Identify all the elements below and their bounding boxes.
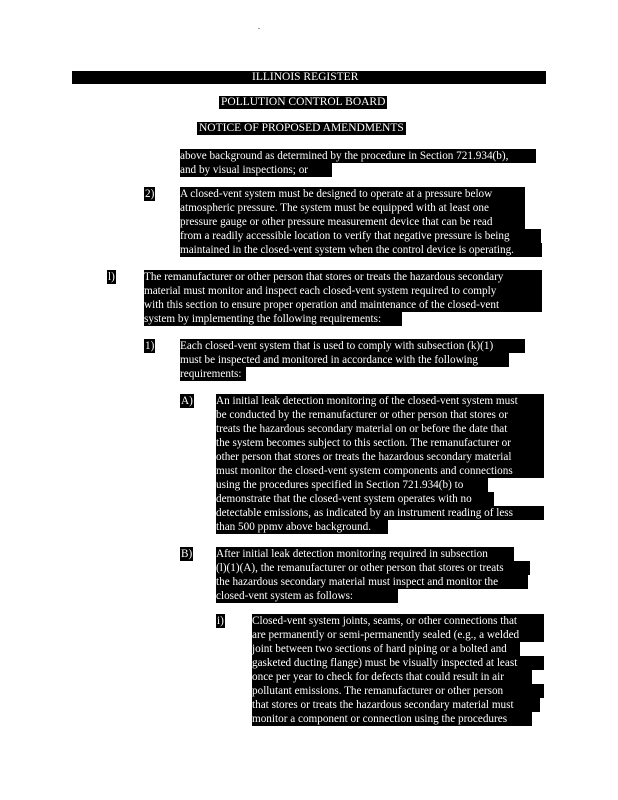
text-line: other person that stores or treats the hazardous secondary material xyxy=(216,450,544,464)
text-line: material must monitor and inspect each closed-vent system required to comply xyxy=(144,284,542,298)
text-line: and by visual inspections; or xyxy=(180,163,332,177)
text-line: pressure gauge or other pressure measurement device that can be read xyxy=(180,215,525,229)
text-line: pollutant emissions. The remanufacturer or other person xyxy=(252,684,544,698)
text-line: gasketed ducting flange) must be visually inspected at least xyxy=(252,656,544,670)
text-line: with this section to ensure proper operation and maintenance of the closed-vent xyxy=(144,298,542,312)
text-line: must monitor the closed-vent system components and connections xyxy=(216,464,544,478)
text-line: treats the hazardous secondary material on or before the date that xyxy=(216,422,544,436)
text-line: system by implementing the following requirements: xyxy=(144,312,402,326)
text-line: closed-vent system as follows: xyxy=(216,589,398,603)
paragraph-label: 2) xyxy=(145,188,155,200)
text-line: above background as determined by the procedure in Section 721.934(b), xyxy=(180,149,536,163)
text-line: the hazardous secondary material must inspect and monitor the xyxy=(216,575,528,589)
text-line: detectable emissions, as indicated by an instrument reading of less xyxy=(216,506,544,520)
text-line: using the procedures specified in Section 721.934(b) to xyxy=(216,478,488,492)
text-line: An initial leak detection monitoring of the closed-vent system must xyxy=(216,394,544,408)
scan-speck xyxy=(258,28,260,29)
text-line: Each closed-vent system that is used to comply with subsection (k)(1) xyxy=(180,339,525,353)
register-title: ILLINOIS REGISTER xyxy=(252,71,359,83)
paragraph-label: B) xyxy=(181,548,193,560)
text-line: A closed-vent system must be designed to operate at a pressure below xyxy=(180,187,525,201)
paragraph-label: 1) xyxy=(145,340,155,352)
text-line: must be inspected and monitored in accordance with the following xyxy=(180,353,509,367)
text-line: monitor a component or connection using the procedures xyxy=(252,712,532,726)
notice-title: NOTICE OF PROPOSED AMENDMENTS xyxy=(199,122,404,134)
text-line: be conducted by the remanufacturer or other person that stores or xyxy=(216,408,544,422)
text-line: from a readily accessible location to verify that negative pressure is being xyxy=(180,229,541,243)
text-line: Closed-vent system joints, seams, or other connections that xyxy=(252,614,544,628)
text-line: The remanufacturer or other person that stores or treats the hazardous secondary xyxy=(144,270,542,284)
text-line: that stores or treats the hazardous secondary material must xyxy=(252,698,540,712)
text-line: After initial leak detection monitoring required in subsection xyxy=(216,547,514,561)
paragraph-label: A) xyxy=(181,395,193,407)
text-line: atmospheric pressure. The system must be equipped with at least one xyxy=(180,201,525,215)
text-line: the system becomes subject to this section. The remanufacturer or xyxy=(216,436,544,450)
text-line: requirements: xyxy=(180,367,246,381)
text-line: demonstrate that the closed-vent system operates with no xyxy=(216,492,494,506)
text-line: (l)(1)(A), the remanufacturer or other person that stores or treats xyxy=(216,561,530,575)
text-line: than 500 ppmv above background. xyxy=(216,520,388,534)
text-line: once per year to check for defects that could result in air xyxy=(252,670,532,684)
text-line: joint between two sections of hard piping or a bolted and xyxy=(252,642,520,656)
paragraph-label: l) xyxy=(108,271,115,283)
paragraph-label: i) xyxy=(217,615,224,627)
text-line: maintained in the closed-vent system when the control device is operating. xyxy=(180,243,542,257)
text-line: are permanently or semi-permanently sealed (e.g., a welded xyxy=(252,628,544,642)
board-title: POLLUTION CONTROL BOARD xyxy=(221,96,386,108)
